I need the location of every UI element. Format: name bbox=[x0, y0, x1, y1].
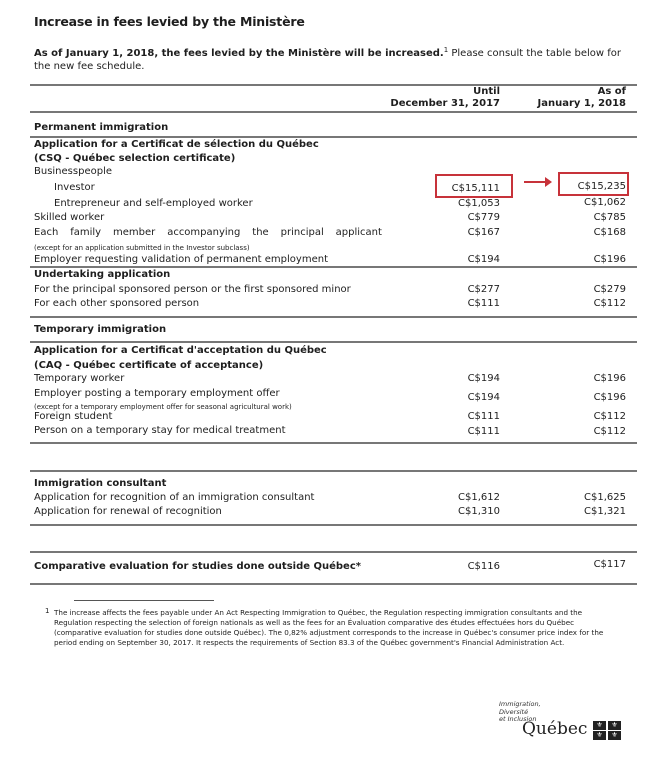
header-line: As of bbox=[597, 86, 626, 97]
table-rule bbox=[30, 524, 637, 526]
highlight-box-until bbox=[435, 174, 513, 198]
fee-until: C$779 bbox=[467, 212, 500, 223]
fee-until: C$167 bbox=[467, 227, 500, 238]
section-heading: Temporary immigration bbox=[34, 324, 167, 335]
table-rule bbox=[30, 136, 637, 138]
row-label: Entrepreneur and self-employed worker bbox=[54, 198, 253, 209]
row-label: Person on a temporary stay for medical treatment bbox=[34, 425, 286, 436]
row-label: Employer posting a temporary employment offer bbox=[34, 388, 280, 399]
row-label: For the principal sponsored person or the first sponsored minor bbox=[34, 284, 351, 295]
footnote-marker: 1 bbox=[45, 607, 50, 615]
subsection-heading: (CSQ - Québec selection certificate) bbox=[34, 153, 236, 164]
fee-until: C$111 bbox=[467, 426, 500, 437]
header-line: January 1, 2018 bbox=[537, 98, 626, 109]
word: principal bbox=[280, 227, 324, 238]
word: accompanying bbox=[167, 227, 241, 238]
fee-asof: C$196 bbox=[593, 254, 626, 265]
ministry-line: Diversité bbox=[499, 707, 529, 716]
header-line: Until bbox=[473, 86, 500, 97]
fee-asof: C$279 bbox=[593, 284, 626, 295]
row-label: Application for recognition of an immigration consultant bbox=[34, 492, 315, 503]
subsection-heading: Application for a Certificat d'acceptation du Québec bbox=[34, 345, 327, 356]
row-label: Temporary worker bbox=[34, 373, 125, 384]
table-rule bbox=[30, 341, 637, 343]
row-label: Comparative evaluation for studies done outside Québec* bbox=[34, 561, 361, 572]
row-label: Skilled worker bbox=[34, 212, 105, 223]
section-heading: Permanent immigration bbox=[34, 122, 169, 133]
fee-until: C$1,612 bbox=[458, 492, 500, 503]
table-rule bbox=[30, 111, 637, 113]
row-label bbox=[34, 227, 382, 239]
fee-asof: C$1,062 bbox=[584, 197, 626, 208]
intro-bold: As of January 1, 2018, the fees levied by the Ministère will be increased. bbox=[34, 48, 444, 59]
row-label: For each other sponsored person bbox=[34, 298, 200, 309]
fee-asof: C$15,235 bbox=[577, 181, 626, 192]
table-rule bbox=[30, 266, 637, 268]
footnote bbox=[45, 607, 614, 648]
fee-until: C$277 bbox=[467, 284, 500, 295]
fee-asof: C$1,625 bbox=[584, 492, 626, 503]
word: Each bbox=[34, 227, 59, 238]
word: the bbox=[252, 227, 269, 238]
fleur-de-lis-icon: ⚜ bbox=[608, 721, 621, 730]
section-heading: Undertaking application bbox=[34, 269, 171, 280]
column-header-until bbox=[390, 86, 500, 110]
fleur-de-lis-icon: ⚜ bbox=[593, 731, 606, 740]
fee-asof: C$785 bbox=[593, 212, 626, 223]
footnote-separator bbox=[74, 600, 214, 601]
column-header-asof bbox=[538, 86, 626, 110]
fleur-de-lis-icon: ⚜ bbox=[593, 721, 606, 730]
fee-until: C$111 bbox=[467, 298, 500, 309]
ministry-line: et Inclusion bbox=[499, 715, 537, 723]
fee-until: C$1,310 bbox=[458, 506, 500, 517]
row-note: (except for a temporary employment offer for seasonal agricultural work) bbox=[34, 403, 292, 411]
fee-until: C$194 bbox=[467, 373, 500, 384]
ministry-line: Immigration, bbox=[499, 700, 541, 708]
fee-until: C$194 bbox=[467, 392, 500, 403]
fleur-de-lis-icon: ⚜ bbox=[608, 731, 621, 740]
fee-asof: C$1,321 bbox=[584, 506, 626, 517]
table-rule bbox=[30, 316, 637, 318]
row-label: Investor bbox=[54, 182, 95, 193]
fee-until: C$15,111 bbox=[451, 183, 500, 194]
row-label: Foreign student bbox=[34, 411, 113, 422]
table-rule bbox=[30, 442, 637, 444]
fee-asof: C$196 bbox=[593, 373, 626, 384]
row-label: Application for renewal of recognition bbox=[34, 506, 222, 517]
section-heading: Immigration consultant bbox=[34, 478, 167, 489]
table-rule bbox=[30, 551, 637, 553]
subsection-heading: (CAQ - Québec certificate of acceptance) bbox=[34, 360, 264, 371]
row-label: Employer requesting validation of permanent employment bbox=[34, 254, 328, 265]
fee-asof: C$196 bbox=[593, 392, 626, 403]
footnote-ref: 1 bbox=[443, 46, 449, 54]
table-rule bbox=[30, 470, 637, 472]
quebec-wordmark: Québec bbox=[522, 719, 588, 739]
word: member bbox=[113, 227, 156, 238]
group-label: Businesspeople bbox=[34, 166, 112, 177]
quebec-flag-icon bbox=[593, 721, 621, 740]
fee-asof: C$112 bbox=[593, 298, 626, 309]
fee-asof: C$112 bbox=[593, 411, 626, 422]
fee-until: C$111 bbox=[467, 411, 500, 422]
fee-asof: C$168 bbox=[593, 227, 626, 238]
intro-rest: Please consult the table below for the new fee schedule. bbox=[34, 48, 621, 72]
fee-until: C$194 bbox=[467, 254, 500, 265]
fee-until: C$116 bbox=[467, 561, 500, 572]
page-title: Increase in fees levied by the Ministère bbox=[34, 14, 305, 29]
word: family bbox=[70, 227, 102, 238]
word: applicant bbox=[335, 227, 382, 238]
subsection-heading: Application for a Certificat de sélection du Québec bbox=[34, 139, 319, 150]
arrow-right-icon bbox=[524, 181, 548, 183]
fee-asof: C$117 bbox=[593, 559, 626, 570]
header-line: December 31, 2017 bbox=[390, 98, 500, 109]
fee-asof: C$112 bbox=[593, 426, 626, 437]
intro-paragraph bbox=[34, 44, 624, 73]
fee-until: C$1,053 bbox=[458, 198, 500, 209]
highlight-box-asof bbox=[558, 172, 629, 196]
table-rule bbox=[30, 583, 637, 585]
footnote-text: The increase affects the fees payable under An Act Respecting Immigration to Québec, the Regulation respecting immigration consultants and the Regulation respecting the selection of foreign nationals as well as the fees for an Évaluation comparative des études effectuées hors du Québec (comparative evaluation for studies done outside Québec). The 0,82% adjustment corresponds to the increase in Québec's consumer price index for the period ending on September 30, 2017. It respects the requirements of Section 83.3 of the Québec government's Financial Administration Act. bbox=[54, 608, 604, 647]
row-note: (except for an application submitted in the Investor subclass) bbox=[34, 244, 250, 252]
